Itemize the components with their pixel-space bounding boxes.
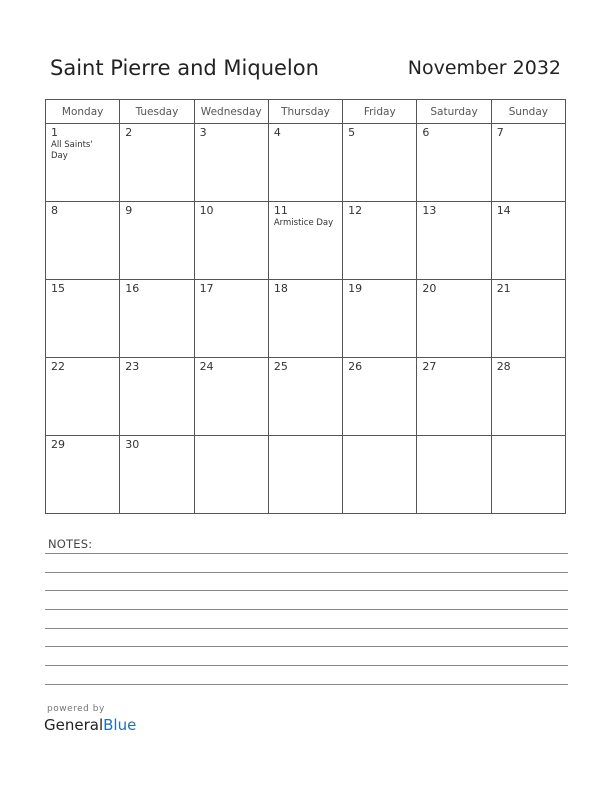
day-cell — [268, 358, 342, 436]
day-number: 7 — [496, 126, 504, 139]
day-number: 14 — [496, 204, 511, 217]
notes-label: NOTES: — [48, 537, 93, 551]
day-cell — [194, 436, 268, 514]
week-row — [46, 280, 566, 358]
week-row — [46, 436, 566, 514]
day-cell — [417, 202, 491, 280]
day-number: 1 — [51, 126, 58, 139]
day-cell — [46, 358, 120, 436]
note-line — [45, 572, 568, 573]
weekday-header: Wednesday — [194, 100, 268, 124]
note-line — [45, 628, 568, 629]
week-row — [46, 202, 566, 280]
day-number: 6 — [422, 126, 430, 139]
day-number: 22 — [51, 360, 65, 373]
day-cell — [343, 436, 417, 514]
day-number: 28 — [496, 360, 511, 373]
day-number: 20 — [422, 282, 437, 295]
weekday-header: Monday — [46, 100, 120, 124]
day-cell — [343, 280, 417, 358]
day-cell — [417, 124, 491, 202]
day-number: 8 — [51, 204, 58, 217]
day-cell — [343, 124, 417, 202]
weekday-header: Saturday — [417, 100, 491, 124]
day-number: 2 — [125, 126, 133, 139]
note-line — [45, 590, 568, 591]
day-number — [343, 436, 416, 438]
day-cell — [120, 358, 194, 436]
day-cell — [417, 436, 491, 514]
day-number: 16 — [125, 282, 140, 295]
day-cell — [417, 280, 491, 358]
day-cell — [343, 358, 417, 436]
weekday-header: Thursday — [268, 100, 342, 124]
weekday-header: Friday — [343, 100, 417, 124]
calendar-body — [46, 124, 566, 514]
day-cell — [194, 202, 268, 280]
day-number — [195, 436, 268, 438]
day-number: 27 — [422, 360, 437, 373]
day-cell — [120, 280, 194, 358]
month-year-title: November 2032 — [407, 57, 561, 79]
day-number — [269, 436, 342, 438]
day-cell — [268, 124, 342, 202]
day-number: 29 — [51, 438, 65, 451]
day-cell — [343, 202, 417, 280]
weekday-header: Tuesday — [120, 100, 194, 124]
day-number: 5 — [348, 126, 356, 139]
day-number: 30 — [125, 438, 140, 451]
day-cell — [194, 124, 268, 202]
day-number: 26 — [348, 360, 363, 373]
day-number: 25 — [273, 360, 288, 373]
day-number: 11 — [273, 204, 288, 217]
weekday-header-row — [46, 100, 566, 124]
country-title: Saint Pierre and Miquelon — [50, 56, 319, 80]
day-number: 18 — [273, 282, 288, 295]
generalblue-logo — [44, 716, 136, 734]
day-number: 3 — [199, 126, 207, 139]
day-number: 4 — [273, 126, 281, 139]
day-cell — [491, 202, 565, 280]
logo-blue: Blue — [103, 716, 137, 734]
calendar-grid — [45, 99, 566, 514]
day-number: 13 — [422, 204, 437, 217]
powered-by-text: powered by — [47, 704, 105, 714]
day-cell — [120, 202, 194, 280]
day-cell — [46, 202, 120, 280]
day-number: 19 — [348, 282, 363, 295]
day-number — [417, 436, 490, 438]
weekday-header: Sunday — [491, 100, 565, 124]
logo-general: General — [44, 716, 104, 734]
note-line — [45, 609, 568, 610]
note-line — [45, 665, 568, 666]
day-number: 12 — [348, 204, 363, 217]
day-cell — [491, 436, 565, 514]
day-number: 24 — [199, 360, 214, 373]
day-cell — [491, 124, 565, 202]
week-row — [46, 124, 566, 202]
day-cell — [194, 358, 268, 436]
day-number: 10 — [199, 204, 214, 217]
day-number — [492, 436, 565, 438]
day-cell — [491, 280, 565, 358]
day-cell — [268, 280, 342, 358]
day-cell — [120, 124, 194, 202]
day-cell — [417, 358, 491, 436]
day-cell — [268, 202, 342, 280]
day-cell — [46, 280, 120, 358]
day-cell — [268, 436, 342, 514]
day-number: 9 — [125, 204, 133, 217]
day-number: 23 — [125, 360, 140, 373]
day-number: 15 — [51, 282, 65, 295]
day-cell — [46, 436, 120, 514]
holiday-label: Armistice Day — [273, 218, 334, 228]
holiday-label: All Saints' Day — [51, 140, 93, 161]
note-line — [45, 553, 568, 554]
day-cell — [120, 436, 194, 514]
day-cell — [46, 124, 120, 202]
day-number: 17 — [199, 282, 214, 295]
week-row — [46, 358, 566, 436]
day-number: 21 — [496, 282, 511, 295]
day-cell — [491, 358, 565, 436]
day-cell — [194, 280, 268, 358]
note-line — [45, 684, 568, 685]
note-line — [45, 646, 568, 647]
